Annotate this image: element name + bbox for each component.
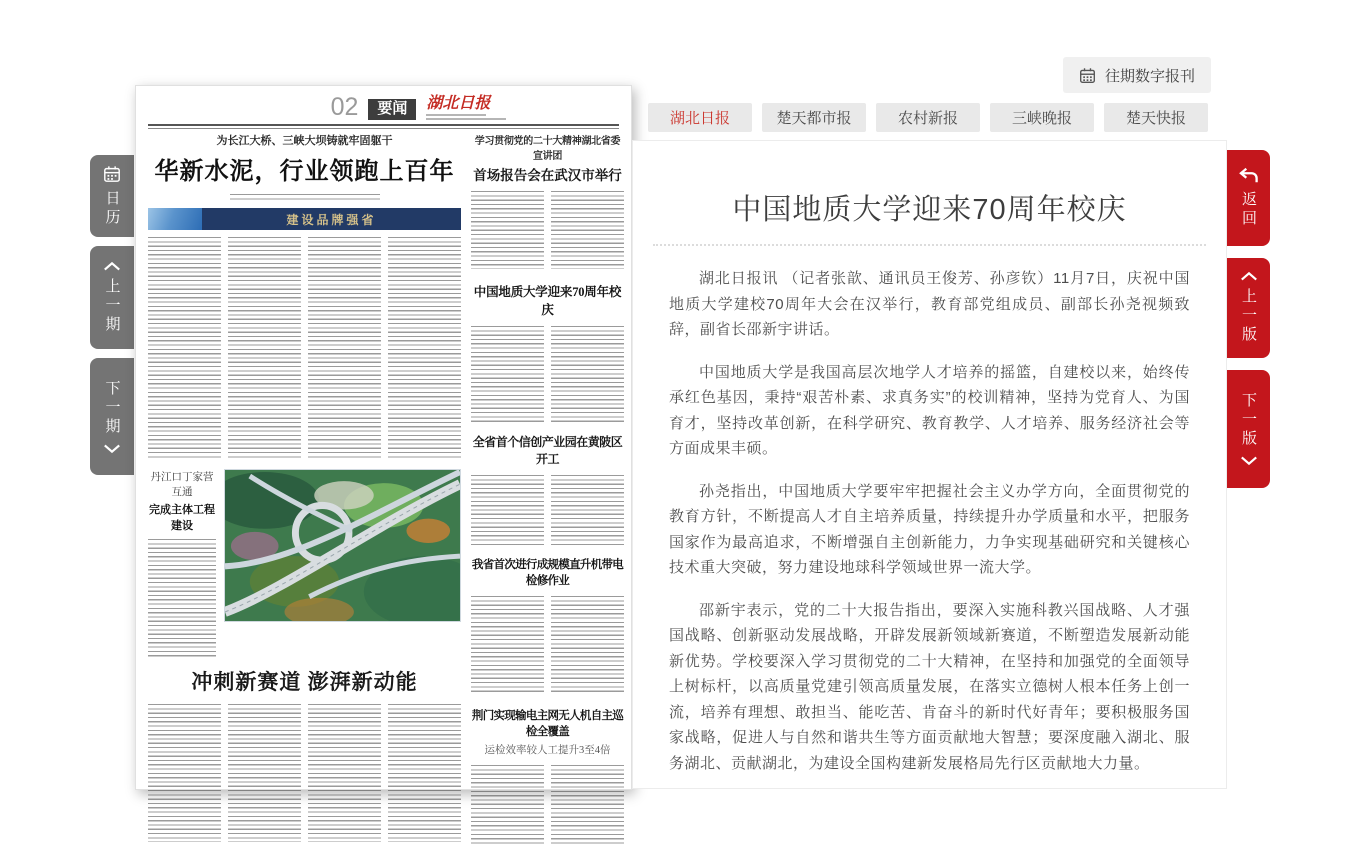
danjiangkou-headline-line1: 丹江口丁家营互通 <box>150 472 214 498</box>
masthead-dateline <box>426 114 486 116</box>
tab-hubei-daily[interactable]: 湖北日报 <box>648 103 752 132</box>
next-page-button[interactable] <box>1227 370 1270 488</box>
industrial-park-headline: 全省首个信创产业园在黄陂区开工 <box>472 435 623 466</box>
chevron-up-icon <box>1240 271 1258 281</box>
article-paragraph: 湖北日报讯 （记者张歆、通讯员王俊芳、孙彦钦）11月7日，庆祝中国地质大学建校70周年大会在汉举行，教育部党组成员、副部长孙尧视频致辞，副省长邵新宇讲话。 <box>669 270 1190 338</box>
next-page-label: 下一版 <box>1240 392 1257 449</box>
newspaper-page <box>136 86 631 789</box>
article-paragraph: 邵新宇表示，党的二十大报告指出，要深入实施科教兴国战略、人才强国战略、创新驱动发展战略，开辟发展新领域新赛道，不断塑造发展新动能新优势。学校要深入学习贯彻党的二十大精神，在坚持和加强党的全面领导上树标杆，以高质量党建引领高质量发展，在落实立德树人根本任务上创一流，培养有理想、敢担当、能吃苦、肯奋斗的新时代好青年；要积极服务国家战略，促进人与自然和谐共生等方面贡献地大智慧；要深度融入湖北、服务湖北、贡献湖北，为建设全国构建新发展格局先行区贡献地大力量。 <box>669 601 1190 772</box>
newsprint-text-block <box>388 237 461 459</box>
race-article-headline: 冲刺新赛道 澎湃新动能 <box>191 670 418 694</box>
newsprint-text-block <box>148 704 221 842</box>
article-paragraph: 中国地质大学是我国高层次地学人才培养的摇篮，自建校以来，始终传承红色基因，秉持“艰苦朴素、求真务实”的校训精神，坚持为党育人、为国育才，坚持改革创新，在科学研究、教育教学、人才培养、服务经济社会等方面成果丰硕。 <box>669 363 1190 457</box>
newspaper-header <box>148 94 619 120</box>
danjiangkou-headline-line2: 完成主体工程建设 <box>149 504 215 532</box>
tab-sanxia-evening[interactable]: 三峡晚报 <box>990 103 1094 132</box>
masthead-title: 湖北日报 <box>426 95 491 112</box>
banner-image <box>148 208 202 230</box>
masthead-editors-line <box>426 118 506 120</box>
newsprint-text-block <box>308 704 381 842</box>
newspaper-left-section <box>148 128 461 842</box>
back-button-label: 返回 <box>1240 191 1257 229</box>
tab-chutian-express[interactable]: 楚天快报 <box>1104 103 1208 132</box>
calendar-button[interactable] <box>90 155 134 237</box>
lead-article-byline <box>230 194 380 200</box>
newsprint-text-columns <box>471 475 624 545</box>
newsprint-text-block <box>471 326 544 424</box>
newsprint-text-block <box>551 596 624 694</box>
back-button[interactable] <box>1227 150 1270 246</box>
lead-article-kicker: 为长江大桥、三峡大坝铸就牢固躯干 <box>216 135 393 147</box>
newsprint-text-block <box>551 191 624 269</box>
next-issue-button[interactable] <box>90 358 134 475</box>
newsprint-text-block <box>471 475 544 545</box>
jingmen-article-headline: 荆门实现输电主网无人机自主巡检全覆盖 <box>471 710 624 738</box>
jingmen-article-subhead: 运检效率较人工提升3至4倍 <box>484 745 611 756</box>
newsprint-text-columns <box>471 765 624 844</box>
newsprint-text-block <box>471 765 544 844</box>
newsprint-text-block <box>471 596 544 694</box>
previous-page-button[interactable] <box>1227 258 1270 358</box>
helicopter-article-headline: 我省首次进行成规模直升机带电检修作业 <box>471 559 624 587</box>
lead-article-headline: 华新水泥，行业领跑上百年 <box>154 158 455 185</box>
report-article-kicker: 学习贯彻党的二十大精神湖北省委宣讲团 <box>474 136 621 162</box>
calendar-icon <box>1079 67 1096 84</box>
chevron-down-icon <box>103 444 121 454</box>
archive-button-label: 往期数字报刊 <box>1105 67 1196 85</box>
danjiangkou-article <box>148 469 216 657</box>
masthead <box>426 96 506 120</box>
previous-issue-button[interactable] <box>90 246 134 349</box>
newspaper-right-column <box>471 128 624 844</box>
chevron-down-icon <box>1240 456 1258 466</box>
newsprint-text-columns <box>471 596 624 694</box>
previous-page-label: 上一版 <box>1240 288 1257 345</box>
article-panel <box>632 140 1227 789</box>
newsprint-text-block <box>388 704 461 842</box>
tab-chutian-metropolis[interactable]: 楚天都市报 <box>762 103 866 132</box>
newsprint-text-columns <box>148 704 461 842</box>
next-issue-label: 下一期 <box>103 379 121 437</box>
return-arrow-icon <box>1238 167 1260 184</box>
newsprint-text-block <box>148 237 221 459</box>
article-title: 中国地质大学迎来70周年校庆 <box>732 194 1127 226</box>
article-paragraph: 孙尧指出，中国地质大学要牢牢把握社会主义办学方向，全面贯彻党的教育方针，不断提高人才自主培养质量，持续提升办学质量和水平，把服务国家作为最高追求，不断增强自主创新能力，力争实现基础研究和关键核心技术重大突破，努力建设地球科学领域世界一流大学。 <box>669 482 1190 576</box>
newsprint-text-block <box>148 539 216 657</box>
newspaper-page-preview[interactable] <box>135 85 632 790</box>
section-label: 要闻 <box>368 99 416 120</box>
newsprint-text-block <box>551 765 624 844</box>
newsprint-text-block <box>551 326 624 424</box>
newsprint-text-columns <box>471 326 624 424</box>
chevron-up-icon <box>103 261 121 271</box>
newsprint-text-block <box>308 237 381 459</box>
calendar-button-label: 日历 <box>103 189 121 228</box>
newsprint-text-block <box>228 704 301 842</box>
archive-button[interactable] <box>1063 57 1211 93</box>
newsprint-text-block <box>228 237 301 459</box>
interchange-photo <box>224 469 461 622</box>
previous-issue-label: 上一期 <box>103 277 121 335</box>
calendar-icon <box>103 165 121 183</box>
tab-rural-news[interactable]: 农村新报 <box>876 103 980 132</box>
university-article-headline: 中国地质大学迎来70周年校庆 <box>473 285 622 317</box>
page-number: 02 <box>330 93 359 121</box>
newspaper-tabs <box>648 103 1208 132</box>
newsprint-text-columns <box>148 237 461 459</box>
photo-row <box>148 469 461 657</box>
article-body <box>633 246 1226 776</box>
banner-label: 建设品牌强省 <box>202 208 461 230</box>
report-article-headline: 首场报告会在武汉市举行 <box>473 168 622 183</box>
newsprint-text-columns <box>471 191 624 269</box>
newsprint-text-block <box>471 191 544 269</box>
brand-banner <box>148 208 461 230</box>
newsprint-text-block <box>551 475 624 545</box>
